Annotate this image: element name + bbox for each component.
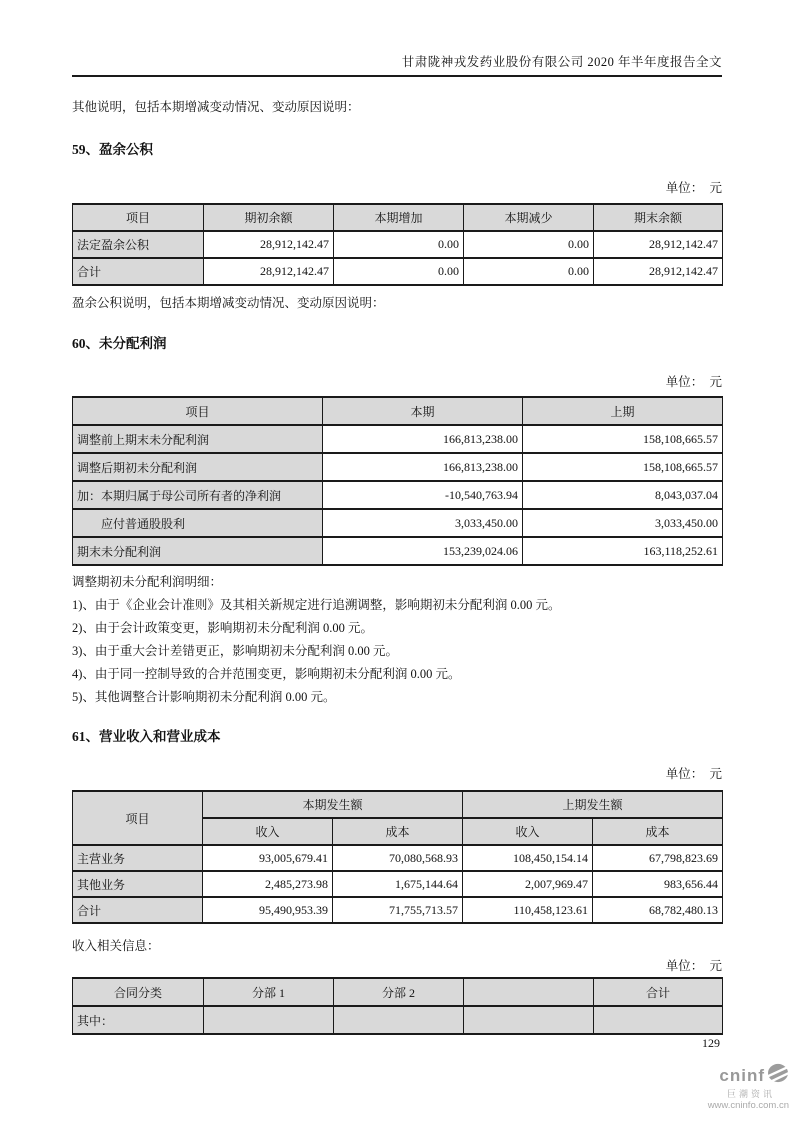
column-header: 期初余额 xyxy=(204,204,334,231)
value-cell: 3,033,450.00 xyxy=(323,509,523,537)
value-cell: 110,458,123.61 xyxy=(463,897,593,923)
value-cell: 67,798,823.69 xyxy=(593,845,723,871)
value-cell: 166,813,238.00 xyxy=(323,425,523,453)
column-header: 成本 xyxy=(333,818,463,845)
cninfo-logo-row xyxy=(629,1063,789,1088)
value-cell: 2,007,969.47 xyxy=(463,871,593,897)
detail-item-5: 5)、其他调整合计影响期初未分配利润 0.00 元。 xyxy=(72,690,336,704)
value-cell: 68,782,480.13 xyxy=(593,897,723,923)
column-header: 项目 xyxy=(73,791,203,845)
value-cell: 70,080,568.93 xyxy=(333,845,463,871)
value-cell xyxy=(464,1006,594,1034)
value-cell: 2,485,273.98 xyxy=(203,871,333,897)
row-label-cell: 合计 xyxy=(73,258,204,285)
column-header: 本期增加 xyxy=(334,204,464,231)
table-row xyxy=(73,425,723,453)
contract-classification-table xyxy=(72,977,723,1035)
column-header: 分部 2 xyxy=(334,978,464,1006)
cninfo-logo-chinese: 巨潮资讯 xyxy=(726,1089,775,1100)
row-label-cell: 调整前上期末未分配利润 xyxy=(73,425,323,453)
value-cell: -10,540,763.94 xyxy=(323,481,523,509)
document-header xyxy=(72,0,722,77)
table-row xyxy=(73,1006,723,1034)
value-cell: 158,108,665.57 xyxy=(523,425,723,453)
undistributed-profit-table xyxy=(72,396,723,566)
cninfo-logo-text: cninf xyxy=(719,1065,765,1085)
column-header: 收入 xyxy=(463,818,593,845)
row-label-cell: 加：本期归属于母公司所有者的净利润 xyxy=(73,481,323,509)
value-cell: 93,005,679.41 xyxy=(203,845,333,871)
value-cell: 3,033,450.00 xyxy=(523,509,723,537)
value-cell xyxy=(334,1006,464,1034)
column-header: 本期 xyxy=(323,397,523,425)
row-label-cell: 合计 xyxy=(73,897,203,923)
unit-label-contract: 单位： 元 xyxy=(665,959,722,973)
report-title: 甘肃陇神戎发药业股份有限公司 2020 年半年度报告全文 xyxy=(401,55,722,69)
detail-heading: 调整期初未分配利润明细： xyxy=(72,575,223,589)
table-header-row xyxy=(73,204,723,231)
column-header: 本期减少 xyxy=(464,204,594,231)
unit-label-60: 单位： 元 xyxy=(665,375,722,389)
value-cell xyxy=(204,1006,334,1034)
value-cell: 28,912,142.47 xyxy=(594,258,723,285)
section-60-heading: 60、未分配利润 xyxy=(72,336,167,351)
cninfo-swirl-icon xyxy=(767,1063,789,1088)
value-cell: 158,108,665.57 xyxy=(523,453,723,481)
value-cell xyxy=(594,1006,723,1034)
value-cell: 0.00 xyxy=(334,258,464,285)
detail-item-4: 4)、由于同一控制导致的合并范围变更，影响期初未分配利润 0.00 元。 xyxy=(72,667,461,681)
column-header: 项目 xyxy=(73,397,323,425)
value-cell: 8,043,037.04 xyxy=(523,481,723,509)
column-group-header: 本期发生额 xyxy=(203,791,463,818)
table-row xyxy=(73,845,723,871)
value-cell: 163,118,252.61 xyxy=(523,537,723,565)
section-59-heading: 59、盈余公积 xyxy=(72,142,153,157)
section-61-heading: 61、营业收入和营业成本 xyxy=(72,729,221,744)
row-label-cell: 其他业务 xyxy=(73,871,203,897)
column-header: 分部 1 xyxy=(204,978,334,1006)
revenue-cost-table xyxy=(72,790,723,924)
adjustment-detail-list xyxy=(72,574,722,705)
page-number: 129 xyxy=(702,1036,720,1050)
detail-item-2: 2)、由于会计政策变更，影响期初未分配利润 0.00 元。 xyxy=(72,621,374,635)
table-header-row xyxy=(73,978,723,1006)
value-cell: 0.00 xyxy=(464,258,594,285)
cninfo-logo-url: www.cninfo.com.cn xyxy=(707,1099,789,1111)
row-label-cell: 其中： xyxy=(73,1006,204,1034)
row-label-cell: 调整后期初未分配利润 xyxy=(73,453,323,481)
detail-item-3: 3)、由于重大会计差错更正，影响期初未分配利润 0.00 元。 xyxy=(72,644,399,658)
table-header-row xyxy=(73,791,723,818)
table-row xyxy=(73,481,723,509)
column-header: 上期 xyxy=(523,397,723,425)
value-cell: 153,239,024.06 xyxy=(323,537,523,565)
value-cell: 1,675,144.64 xyxy=(333,871,463,897)
column-header: 期末余额 xyxy=(594,204,723,231)
value-cell: 166,813,238.00 xyxy=(323,453,523,481)
column-group-header: 上期发生额 xyxy=(463,791,723,818)
value-cell: 28,912,142.47 xyxy=(204,231,334,258)
value-cell: 0.00 xyxy=(334,231,464,258)
table-header-row xyxy=(73,397,723,425)
column-header: 收入 xyxy=(203,818,333,845)
value-cell: 983,656.44 xyxy=(593,871,723,897)
row-label-cell: 主营业务 xyxy=(73,845,203,871)
table-row xyxy=(73,871,723,897)
value-cell: 28,912,142.47 xyxy=(204,258,334,285)
column-header: 合计 xyxy=(594,978,723,1006)
column-header: 项目 xyxy=(73,204,204,231)
row-label-cell: 应付普通股股利 xyxy=(73,509,323,537)
table-row xyxy=(73,897,723,923)
table-row xyxy=(73,258,723,285)
value-cell: 28,912,142.47 xyxy=(594,231,723,258)
revenue-info-note: 收入相关信息： xyxy=(72,939,160,953)
cninfo-logo xyxy=(629,1063,789,1112)
surplus-reserve-note: 盈余公积说明，包括本期增减变动情况、变动原因说明： xyxy=(72,296,385,310)
column-header: 合同分类 xyxy=(73,978,204,1006)
unit-label-59: 单位： 元 xyxy=(665,181,722,195)
row-label-cell: 法定盈余公积 xyxy=(73,231,204,258)
table-row xyxy=(73,509,723,537)
table-row xyxy=(73,231,723,258)
detail-item-1: 1)、由于《企业会计准则》及其相关新规定进行追溯调整，影响期初未分配利润 0.00 元。 xyxy=(72,598,561,612)
table-row xyxy=(73,453,723,481)
value-cell: 0.00 xyxy=(464,231,594,258)
column-header: 成本 xyxy=(593,818,723,845)
surplus-reserve-table xyxy=(72,203,723,286)
table-row xyxy=(73,537,723,565)
value-cell: 95,490,953.39 xyxy=(203,897,333,923)
row-label-cell: 期末未分配利润 xyxy=(73,537,323,565)
column-header xyxy=(464,978,594,1006)
unit-label-61: 单位： 元 xyxy=(665,767,722,781)
value-cell: 71,755,713.57 xyxy=(333,897,463,923)
value-cell: 108,450,154.14 xyxy=(463,845,593,871)
other-note: 其他说明，包括本期增减变动情况、变动原因说明： xyxy=(72,100,360,114)
